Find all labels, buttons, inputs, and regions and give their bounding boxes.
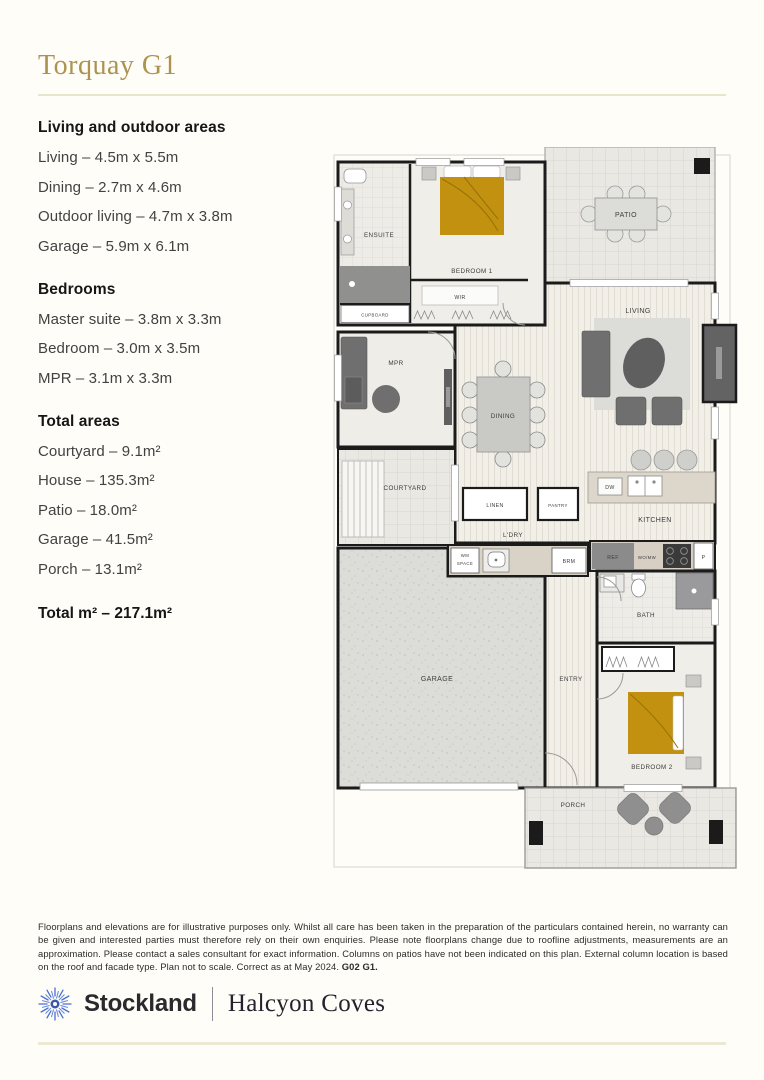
spec-item: Patio – 18.0m² — [38, 501, 137, 519]
bedside-table — [506, 167, 520, 180]
label-dining: DINING — [490, 413, 516, 420]
cooktop — [663, 544, 691, 568]
patio-column — [694, 158, 710, 174]
armchair — [652, 397, 682, 425]
spec-item: Living – 4.5m x 5.5m — [38, 149, 179, 166]
pillow — [444, 166, 471, 178]
label-courtyard: COURTYARD — [383, 485, 427, 492]
label-p: P — [701, 555, 706, 561]
stool — [654, 450, 674, 470]
master-suite-block — [338, 162, 545, 325]
label-ensuite: ENSUITE — [363, 232, 395, 239]
shower-drain — [692, 589, 697, 594]
armchair — [616, 397, 646, 425]
basin — [344, 235, 352, 243]
section-heading-totals: Total areas — [38, 412, 120, 430]
pillow — [473, 166, 500, 178]
bed1 — [440, 177, 504, 235]
room-bath — [597, 571, 715, 643]
bath-basin — [604, 576, 616, 587]
room-entry — [545, 543, 597, 788]
page-title: Torquay G1 — [38, 50, 178, 81]
spec-item: Garage – 41.5m² — [38, 531, 153, 548]
tv — [716, 347, 722, 379]
porch-table — [645, 817, 663, 835]
spec-list — [38, 119, 323, 623]
room-courtyard — [338, 449, 455, 545]
room-patio — [545, 147, 715, 283]
room-mpr — [338, 332, 455, 447]
shower-drain — [349, 281, 355, 287]
footer-rule — [38, 1042, 726, 1045]
label-patio: PATIO — [615, 212, 637, 219]
spec-item: Dining – 2.7m x 4.6m — [38, 178, 182, 196]
label-ldry: L'DRY — [503, 532, 523, 539]
section-heading-bedrooms: Bedrooms — [38, 280, 116, 298]
room-porch — [525, 788, 736, 868]
label-bedroom1: BEDROOM 1 — [451, 268, 493, 275]
label-living: LIVING — [625, 308, 651, 315]
bedside-table — [686, 675, 701, 687]
porch-column — [529, 821, 543, 845]
label-porch: PORCH — [560, 802, 586, 809]
basin — [344, 201, 352, 209]
porch-column — [709, 820, 723, 844]
garage-door — [360, 783, 518, 790]
label-cupboard: CUPBOARD — [361, 312, 389, 318]
laundry-tub — [483, 549, 509, 572]
spec-item: Garage – 5.9m x 6.1m — [38, 237, 190, 255]
label-garage: GARAGE — [420, 676, 454, 683]
spec-item: Bedroom – 3.0m x 3.5m — [38, 340, 201, 357]
ottoman — [372, 385, 400, 413]
label-mpr: MPR — [388, 360, 404, 367]
spec-item: Master suite – 3.8m x 3.3m — [38, 310, 222, 328]
label-womw: WO/MW — [637, 555, 657, 560]
toilet — [344, 169, 366, 183]
room-bedroom2 — [597, 643, 715, 788]
brand-divider — [212, 987, 213, 1021]
sink — [628, 476, 662, 496]
stockland-logo-icon — [36, 985, 74, 1023]
brand-bar — [36, 985, 385, 1023]
floorplan — [332, 147, 738, 872]
label-bedroom2: BEDROOM 2 — [631, 764, 673, 771]
spec-item: Porch – 13.1m² — [38, 560, 142, 578]
sofa — [582, 331, 610, 397]
label-wm: WM — [460, 553, 470, 558]
disclaimer — [38, 920, 728, 974]
disclaimer-text: Floorplans and elevations are for illustrative purposes only. Whilst all care has been taken in the preparation of the particulars contained herein, no warranty can be given and interested parties must therefore rely on their own enquiries. Please note floorplans change due to roofline adjustments, measurements are an approximation. Please contact a sales consultant for exact information. Columns on patios have not been indicated on this plan. External column location is based on the roof and facade type. Plan not to scale. Correct as at May 2024. — [38, 921, 728, 973]
stool — [631, 450, 651, 470]
spec-item: Courtyard – 9.1m² — [38, 442, 161, 460]
community-name: Halcyon Coves — [227, 990, 386, 1017]
section-heading-living: Living and outdoor areas — [38, 119, 226, 136]
label-wm-space: SPACE — [456, 561, 474, 566]
room-garage — [338, 548, 545, 790]
courtyard-screen — [342, 461, 384, 537]
label-linen: LINEN — [486, 503, 504, 509]
bedside-table — [422, 167, 436, 180]
spec-item: MPR – 3.1m x 3.3m — [38, 369, 173, 387]
label-kitchen: KITCHEN — [638, 517, 672, 524]
label-pantry: PANTRY — [548, 503, 568, 508]
bath-toilet — [632, 579, 646, 597]
bedside-table — [686, 757, 701, 769]
stool — [677, 450, 697, 470]
label-dw: DW — [605, 485, 615, 491]
spec-item: Outdoor living – 4.7m x 3.8m — [38, 208, 233, 225]
label-wir: WIR — [454, 295, 466, 301]
laundry-row — [448, 545, 588, 576]
spec-item: House – 135.3m² — [38, 472, 155, 489]
stockland-wordmark: Stockland — [84, 990, 197, 1017]
label-bath: BATH — [637, 612, 655, 619]
title-rule — [38, 94, 726, 96]
label-entry: ENTRY — [559, 676, 583, 683]
vanity — [341, 189, 354, 255]
plan-code: G02 G1. — [341, 961, 378, 973]
label-brm: BRM — [562, 559, 576, 565]
kitchen-bench — [590, 541, 715, 571]
total-area: Total m² – 217.1m² — [38, 604, 173, 622]
label-ref: REF — [607, 555, 619, 561]
